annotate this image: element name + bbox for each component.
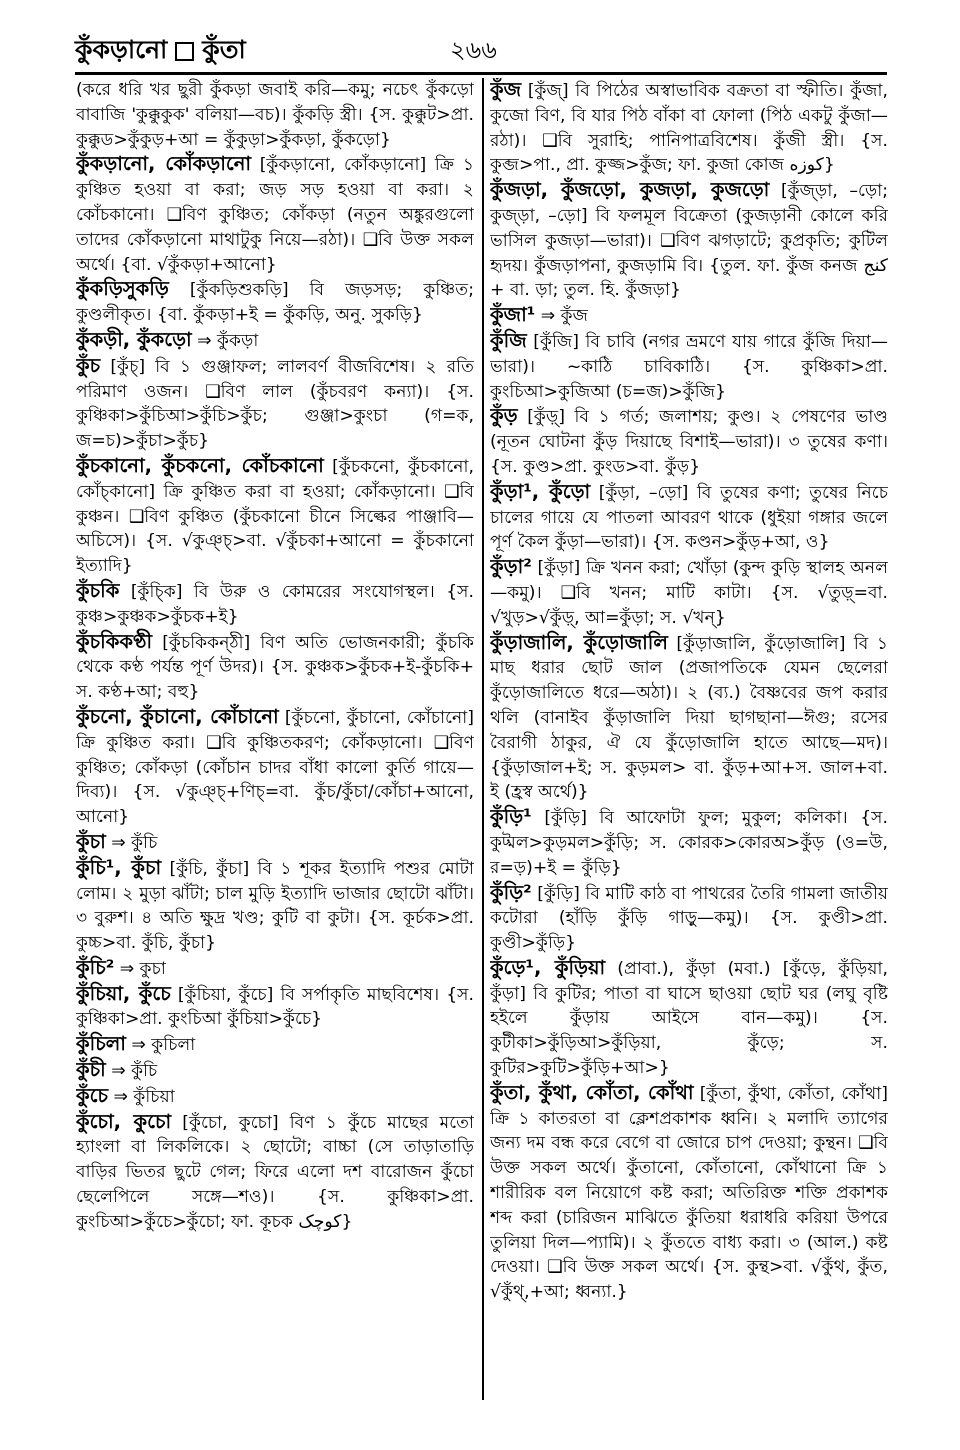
guide-first-word: কুঁকড়ানো xyxy=(75,35,168,64)
entry-definition: [কুঁড়ি] বি আফোটা ফুল; মুকুল; কলিকা। {স. কুট্মল>কুড়মল>কুঁড়ি; স. কোরক>কোরঅ>কুঁড় (ও=উ, র=ড়)+ই = কুঁড়ি} xyxy=(490,808,888,878)
dictionary-entry xyxy=(490,555,888,630)
dictionary-entry xyxy=(490,178,888,303)
dictionary-entry xyxy=(76,705,474,830)
entry-headword: কুঁড়া² xyxy=(490,555,532,579)
guide-words xyxy=(75,30,246,73)
entry-headword: কুঁকড়িসুকড়ি xyxy=(76,277,169,301)
entry-definition: ⇒ কুঁজ xyxy=(540,306,589,327)
dictionary-entry xyxy=(76,78,474,152)
header-rule xyxy=(75,72,887,75)
dictionary-entry xyxy=(76,579,474,630)
entry-definition: ⇒ কুঁচি xyxy=(111,832,158,853)
entry-headword: কুঁজা¹ xyxy=(490,303,536,327)
entry-definition: [কুঁচকনো, কুঁচকানো, কোঁচ্কানো] ক্রি কুঞ্চিত করা বা হওয়া; কোঁকড়ানো। ❑বি কুঞ্চন। ❑বিণ কুঞ্চিত (কুঁচকানো চীনে সিল্কের পাঞ্জাবি—অচিসে)। {স. √কুঞ্চ্>বা. √কুঁচকা+আনো = কুঁচকানো ইত্যাদি} xyxy=(76,456,474,577)
entry-headword: কুঁকড়ী, কুঁকড়ো xyxy=(76,327,192,351)
entry-definition: [কুঁচি, কুঁচা] বি ১ শূকর ইত্যাদি পশুর মোটা লোম। ২ মুড়া ঝাঁটা; চাল মুড়ি ইত্যাদি ভাজার ছোটো ঝাঁটা। ৩ বুরুশ। ৪ অতি ক্ষুদ্র খণ্ড; কুটি বা কুটা। {স. কূর্চক>প্রা. কুচ্চ>বা. কুঁচি, কুঁচা} xyxy=(76,858,474,954)
entry-definition: (করে ধরি খর ছুরী কুঁকড়া জবাই করি—কমু; নচেৎ কুঁকড়ো বাবাজি 'কুক্কুকুক' বলিয়া—বচ)। কুঁকড়ি স্ত্রী। {স. কুক্কুট>প্রা. কুক্কুড>কুঁকুড়+আ = কুঁকুড়া>কুঁকড়া, কুঁকড়ো} xyxy=(76,80,474,150)
entry-headword: কুঁজি xyxy=(490,328,527,352)
column-divider xyxy=(482,78,484,1400)
entry-headword: কুঁড় xyxy=(490,404,518,428)
dictionary-entry xyxy=(76,354,474,454)
entry-headword: কুঁচকানো, কুঁচকনো, কোঁচকানো xyxy=(76,453,324,477)
guide-last-word: কুঁতা xyxy=(202,35,246,64)
dictionary-entry xyxy=(490,805,888,880)
dictionary-entry xyxy=(76,630,474,705)
entry-definition: [কুঁকড়ানো, কোঁকড়ানো] ক্রি ১ কুঞ্চিত হওয়া বা করা; জড় সড় হওয়া বা করা। ২ কোঁচকানো। ❑বিণ কুঞ্চিত; কোঁকড়া (নতুন অঙ্কুরগুলো তাদের কোঁকড়ানো মাথাটুকু নিয়ে—রঠা)। ❑বি উক্ত সকল অর্থে। {বা. √কুঁকড়া+আনো} xyxy=(76,155,474,275)
dictionary-entry xyxy=(490,404,888,479)
entry-definition: [কুঁড়া] ক্রি খনন করা; খোঁড়া (কুন্দ কুড়ি স্থালহ অনল—কমু)। ❑বি খনন; মাটি কাটা। {স. √তুড়্=বা. √খুড়>√কুঁড়্, আ=কুঁড়া; স. √খন্} xyxy=(490,558,888,628)
entry-headword: কুঁড়ি¹ xyxy=(490,805,532,829)
entry-definition: [কুঁজি] বি চাবি (নগর ভ্রমণে যায় গারে কুঁজি দিয়া—ভারা)। ~কাঠি চাবিকাঠি। {স. কুঞ্চিকা>প্রা. কুংচিআ>কুজিআ (চ=জ)>কুঁজি} xyxy=(490,331,888,402)
entry-definition: [কুঁড়ি] বি মাটি কাঠ বা পাথরের তৈরি গামলা জাতীয় কটোরা (হাঁড়ি কুঁড়ি গাড়ু—কমু)। {স. কুণ্ডী>প্রা. কুণ্ডী>কুঁড়ি} xyxy=(490,883,888,954)
entry-definition: ⇒ কুচিলা xyxy=(131,1035,196,1056)
entry-headword: কুঁচকিকণ্ঠী xyxy=(76,629,153,653)
dictionary-entry xyxy=(490,956,888,1081)
dictionary-entry xyxy=(76,830,474,856)
entry-definition: [কুঁড়া, –ড়ো] বি তুষের কণা; তুষের নিচে চালের গায়ে যে পাতলা আবরণ থাকে (ধুইয়া গঙ্গার জলে পূর্ণ কৈল কুঁড়া—ভারা)। {স. কণ্ডন>কুঁড়+আ, ও} xyxy=(490,482,888,553)
dictionary-entry xyxy=(76,328,474,354)
entry-definition: [কুঁচিয়া, কুঁচে] বি সর্পাকৃতি মাছবিশেষ। {স. কুঞ্চিকা>প্রা. কুংচিআ কুঁচিয়া>কুঁচে} xyxy=(76,984,474,1030)
entry-headword: কুঁচো, কুচো xyxy=(76,1109,172,1133)
dictionary-entry xyxy=(490,480,888,555)
dictionary-entry xyxy=(490,329,888,404)
dictionary-entry xyxy=(490,78,888,178)
dictionary-entry xyxy=(490,1081,888,1305)
entry-headword: কুঁড়া¹, কুঁড়ো xyxy=(490,479,591,503)
dictionary-entry xyxy=(76,982,474,1033)
entry-definition: [কুঁতা, কুঁথা, কোঁতা, কোঁথা] ক্রি ১ কাতরতা বা ক্লেশপ্রকাশক ধ্বনি। ২ মলাদি ত্যাগের জন্য দম বন্ধ করে বেগে বা জোরে চাপ দেওয়া; কুন্থন। ❑বি উক্ত সকল অর্থে। কুঁতানো, কোঁতানো, কোঁথানো ক্রি ১ শারীরিক বল নিয়োগে কষ্ট করা; অতিরিক্ত শক্তি প্রকাশক শব্দ করা (চারিজন মাঝিতে কুঁতিয়া ধরাধরি করিয়া উপরে তুলিয়া দিল—প্যামি)। ২ কুঁততে বাধ্য করা। ৩ (আল.) কষ্ট দেওয়া। ❑বি উক্ত সকল অর্থে। {স. কুন্থ>বা. √কুঁথ, কুঁত, √কুঁথ্,+আ; ধ্বন্যা.} xyxy=(490,1083,888,1303)
entry-headword: কুঁড়ে¹, কুঁড়িয়া xyxy=(490,955,606,979)
entry-definition: [কুঁড়্] বি ১ গর্ত; জলাশয়; কুণ্ড। ২ পেষণের ভাণ্ড (নূতন ঘোটনা কুঁড় দিয়াছে বিশাই—ভারা)। ৩ তুষের কণা। {স. কুণ্ড>প্রা. কুংড>বা. কুঁড়} xyxy=(490,407,888,477)
dictionary-entry xyxy=(76,454,474,579)
dictionary-entry xyxy=(76,1058,474,1084)
entry-headword: কুঁচিলা xyxy=(76,1032,126,1056)
entry-definition: [কুঁচ্] বি ১ গুঞ্জাফল; লালবর্ণ বীজবিশেষ। ২ রতি পরিমাণ ওজন। ❑বিণ লাল (কুঁচবরণ কন্যা)। {স. কুঞ্চিকা>কুঁচিআ>কুঁচি>কুঁচ; গুঞ্জা>কুংচা (গ=ক, জ=চ)>কুঁচা>কুঁচ} xyxy=(76,356,474,452)
entry-headword: কুঁচ xyxy=(76,353,101,377)
dictionary-entry xyxy=(76,152,474,277)
entry-headword: কুঁচকি xyxy=(76,578,120,602)
entry-headword: কুঁজড়া, কুঁজড়ো, কুজড়া, কুজড়ো xyxy=(490,178,770,202)
page-header xyxy=(75,30,887,70)
entry-definition: [কুঁজ্] বি পিঠের অস্বাভাবিক বক্রতা বা স্ফীতি। কুঁজা, কুজো বিণ, বি যার পিঠ বাঁকা বা ফোলা (পিঠ একটু কুঁজা—রঠা)। ❑বি সুরাহি; পানিপাত্রবিশেষ। কুঁজী স্ত্রী। {স. কুব্জ>পা., প্রা. কুজ্জ>কুঁজ; ফা. কুজা কোজ کوزه} xyxy=(490,81,888,176)
entry-definition: [কুঁচ্কি] বি উরু ও কোমরের সংযোগস্থল। {স. কুঞ্চ>কুঞ্চক>কুঁচক+ই} xyxy=(76,581,474,627)
entry-definition: (প্রাবা.), কুঁড়া (মবা.) [কুঁড়ে, কুঁড়িয়া, কুঁড়া] বি কুটির; পাতা বা ঘাসে ছাওয়া ছোট ঘর (লঘু বৃষ্টি হইলে কুঁড়ায় আইসে বান—কমু)। {স. কুটীকা>কুঁড়িআ>কুঁড়িয়া, কুঁড়ে; স. কুটির>কুটি>কুঁড়ি+আ>} xyxy=(490,958,888,1079)
entry-headword: কুঁচা xyxy=(76,829,106,853)
dictionary-entry xyxy=(76,1110,474,1235)
dictionary-entry xyxy=(76,856,474,956)
entry-definition: [কুঁজ্‌ড়া, –ড়ো; কুজ্‌ড়া, –ড়ো] বি ফলমূল বিক্রেতা (কুজড়ানী কোলে করি ভাসিল কুজড়া—ভারা)। ❑বিণ ঝগড়াটে; কুপ্রকৃতি; কুটিল হৃদয়। কুঁজড়াপনা, কুজড়ামি বি। {তুল. ফা. কুঁজ কনজ کنج + বা. ড়া; তুল. হি. কুঁজড়া} xyxy=(490,181,888,301)
dictionary-entry xyxy=(490,881,888,956)
dictionary-entry xyxy=(490,631,888,806)
entry-headword: কুঁচী xyxy=(76,1058,106,1082)
entry-definition: [কুঁচো, কুচো] বিণ ১ কুঁচে মাছের মতো হ্যাংলা বা লিকলিকে। ২ ছোটো; বাচ্চা (সে তাড়াতাড়ি বাড়ির ভিতর ছুটে গেল; ফিরে এলো দশ বারোজন কুঁচো ছেলেপিলে সঙ্গে—শও)। {স. কুঞ্চিকা>প্রা. কুংচিআ>কুঁচে>কুঁচো; ফা. কূচক کوچک} xyxy=(76,1112,474,1232)
entry-definition: [কুঁচনো, কুঁচানো, কোঁচানো] ক্রি কুঞ্চিত করা। ❑বি কুঞ্চিতকরণ; কোঁকড়ানো। ❑বিণ কুঞ্চিত; কোঁকড়া (কোঁচান চাদর বাঁধা কালো কুর্তি গায়ে—দিব্য)। {স. √কুঞ্চ্+ণিচ্=বা. কুঁচ/কুঁচা/কোঁচা+আনো, আনো} xyxy=(76,707,474,828)
entry-definition: ⇒ কুঁচিয়া xyxy=(113,1086,175,1107)
entry-headword: কুঁচি¹, কুঁচা xyxy=(76,855,162,879)
entry-definition: [কুঁড়াজালি, কুঁড়োজালি] বি ১ মাছ ধরার ছোট জাল (প্রজাপতিকে যেমন ছেলেরা কুঁড়োজালিতে ধরে—অঠা)। ২ (ব্য.) বৈষ্ণবের জপ করার থলি (বানাইব কুঁড়াজালি দিয়া ছাগছানা—ঈগু; রসের বৈরাগী ঠাকুর, ঐ যে কুঁড়োজালি হাতে আছে—মদ)। {কুঁড়াজাল+ই; স. কুড়মল> বা. কুঁড়+আ+স. জাল+বা. ই (হ্রস্ব অর্থে)} xyxy=(490,633,888,803)
left-column xyxy=(76,78,474,1403)
entry-definition: ⇒ কুচা xyxy=(119,958,166,979)
entry-definition: [কুঁকড়িশুকড়ি] বি জড়সড়; কুঞ্চিত; কুণ্ডলীকৃত। {বা. কুঁকড়া+ই = কুঁকড়ি, অনু. সুকড়ি} xyxy=(76,280,474,326)
entry-headword: কুঁচি² xyxy=(76,955,115,979)
entry-headword: কুঁচিয়া, কুঁচে xyxy=(76,981,171,1005)
entry-definition: ⇒ কুঁকড়া xyxy=(197,330,259,351)
dictionary-entry xyxy=(76,277,474,328)
entry-headword: কুঁকড়ানো, কোঁকড়ানো xyxy=(76,152,251,176)
entry-definition: [কুঁচকিকন্‌ঠী] বিণ অতি ভোজনকারী; কুঁচকি থেকে কণ্ঠ পর্যন্ত পূর্ণ উদর)। {স. কুঞ্চক>কুঁচক+ই-কুঁচকি+ স. কণ্ঠ+আ; বহু} xyxy=(76,632,474,703)
right-column xyxy=(490,78,888,1403)
entry-definition: ⇒ কুঁচি xyxy=(111,1061,158,1082)
entry-headword: কুঁজ xyxy=(490,78,522,101)
entry-headword: কুঁড়াজালি, কুঁড়োজালি xyxy=(490,630,668,654)
dictionary-entry xyxy=(76,1084,474,1110)
dictionary-entry xyxy=(76,956,474,982)
entry-headword: কুঁচে xyxy=(76,1083,109,1107)
entry-headword: কুঁড়ি² xyxy=(490,880,532,904)
entry-headword: কুঁতা, কুঁথা, কোঁতা, কোঁথা xyxy=(490,1080,694,1104)
entry-headword: কুঁচনো, কুঁচানো, কোঁচানো xyxy=(76,704,279,728)
separator-box-icon xyxy=(175,42,194,61)
page-number: ২৬৬ xyxy=(450,36,497,64)
dictionary-entry xyxy=(76,1032,474,1058)
dictionary-entry xyxy=(490,303,888,329)
